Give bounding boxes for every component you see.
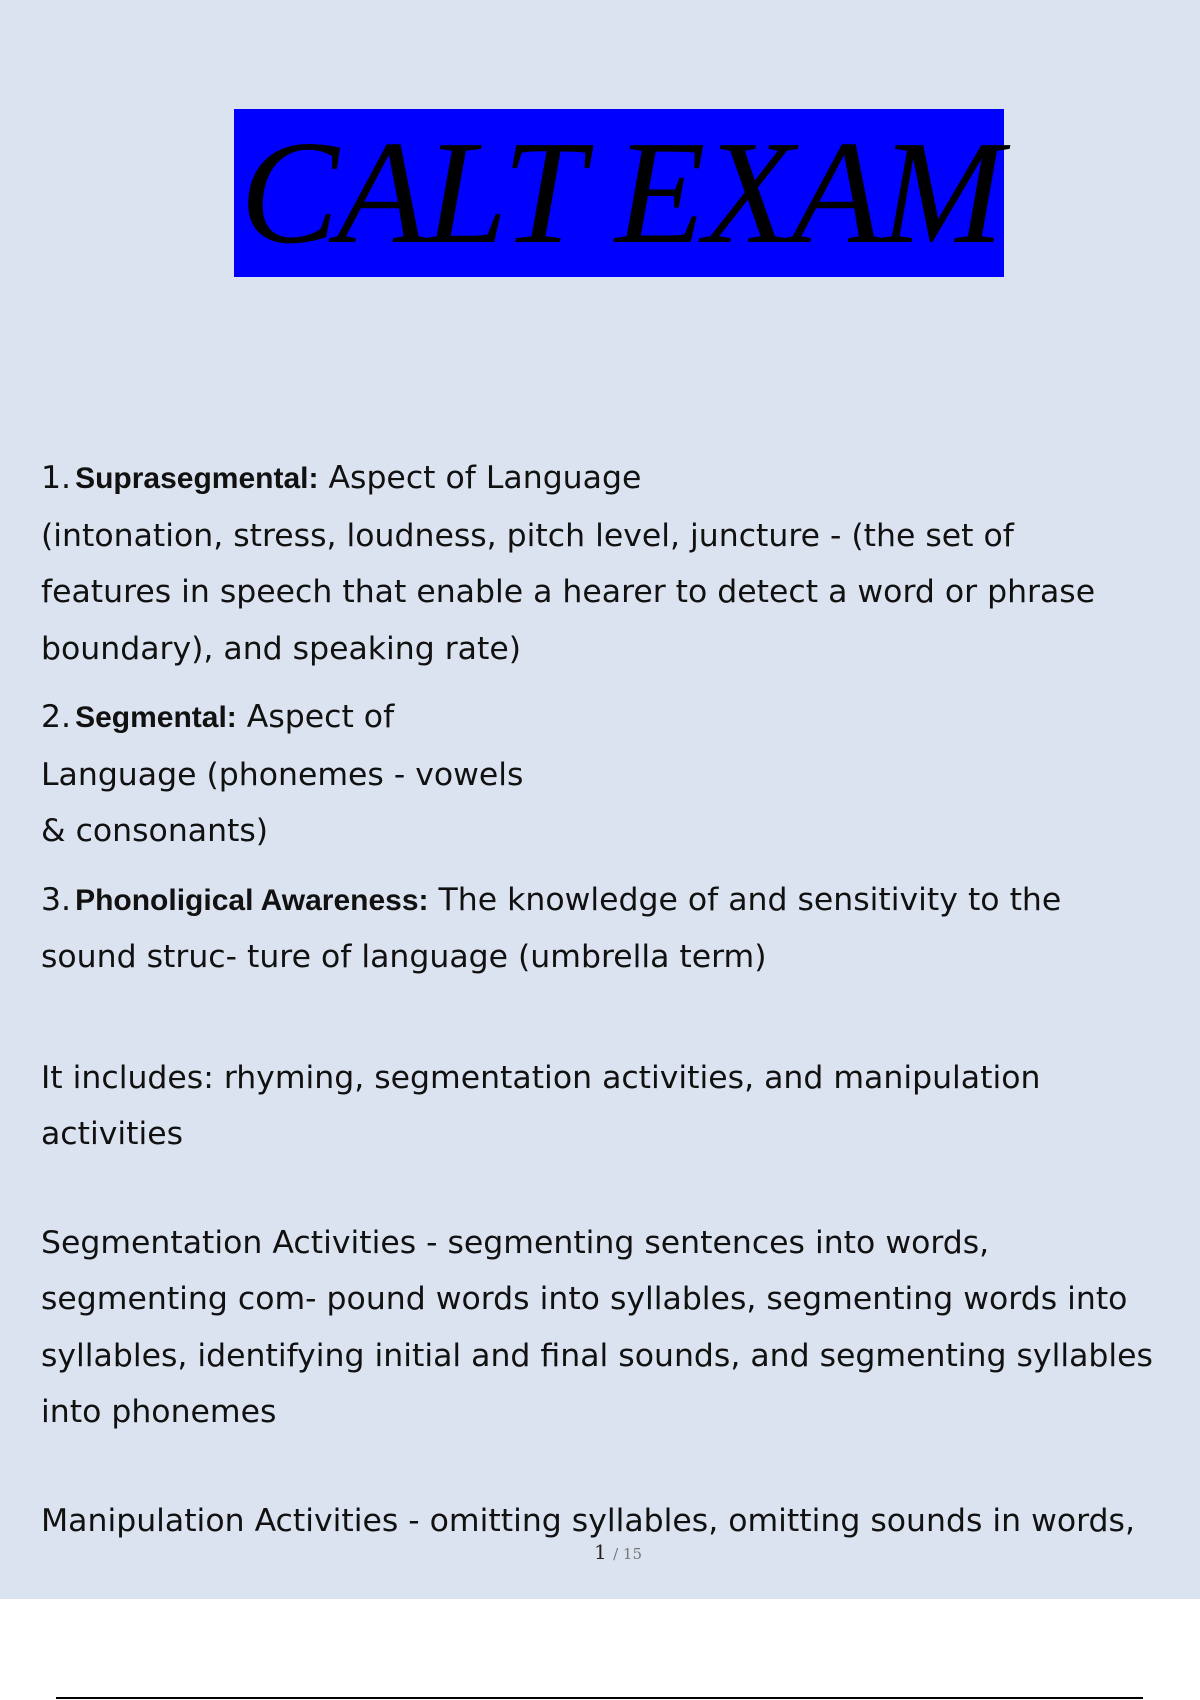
item-term: Phonoligical Awareness:: [75, 883, 429, 917]
definition-item: [41, 450, 1181, 677]
item-term: Suprasegmental:: [75, 462, 319, 495]
title-banner: [234, 109, 1004, 277]
item-text-line: sound struc- ture of language (umbrella term): [41, 939, 767, 975]
item-text-line: Language (phonemes - vowels: [41, 756, 524, 793]
item-number: 3.: [41, 881, 72, 918]
item-text-line: features in speech that enable a hearer to detect a word or phrase: [41, 574, 1096, 610]
item-text-line: The knowledge of and sensitivity to the: [428, 881, 1062, 918]
item-number: 1.: [41, 460, 72, 496]
definition-item: [41, 689, 1181, 860]
paragraph-spacer: [41, 1441, 1181, 1493]
footer-divider: [56, 1697, 1143, 1699]
item-text-line: boundary), and speaking rate): [41, 630, 522, 667]
paragraph-spacer: [41, 1163, 1181, 1215]
paragraph-line: activities: [41, 1116, 184, 1152]
page-number-current: 1: [593, 1540, 607, 1564]
body-paragraph: [41, 1050, 1181, 1163]
document-body: [41, 450, 1181, 1549]
paragraph-line: Manipulation Activities - omitting syllables, omitting sounds in words,: [41, 1502, 1135, 1539]
paragraph-line: into phonemes: [41, 1394, 277, 1430]
paragraph-line: Segmentation Activities - segmenting sentences into words,: [41, 1224, 990, 1261]
item-text-line: (intonation, stress, loudness, pitch level, juncture - (the set of: [41, 517, 1014, 554]
definition-item: [41, 872, 1181, 986]
paragraph-line: segmenting com- pound words into syllables, segmenting words into: [41, 1281, 1128, 1317]
page-number: [0, 1540, 1200, 1564]
item-text-line: & consonants): [41, 813, 269, 849]
page-number-total: / 15: [613, 1545, 642, 1563]
paragraph-spacer: [41, 998, 1181, 1050]
item-term: Segmental:: [75, 701, 237, 734]
document-title: CALT EXAM: [240, 111, 1002, 275]
paragraph-line: It includes: rhyming, segmentation activities, and manipulation: [41, 1059, 1041, 1096]
item-number: 2.: [41, 699, 72, 735]
item-text-line: Aspect of: [236, 699, 395, 735]
body-paragraph: [41, 1215, 1181, 1441]
item-text-line: Aspect of Language: [318, 460, 642, 496]
paragraph-line: syllables, identifying initial and final sounds, and segmenting syllables: [41, 1337, 1153, 1374]
